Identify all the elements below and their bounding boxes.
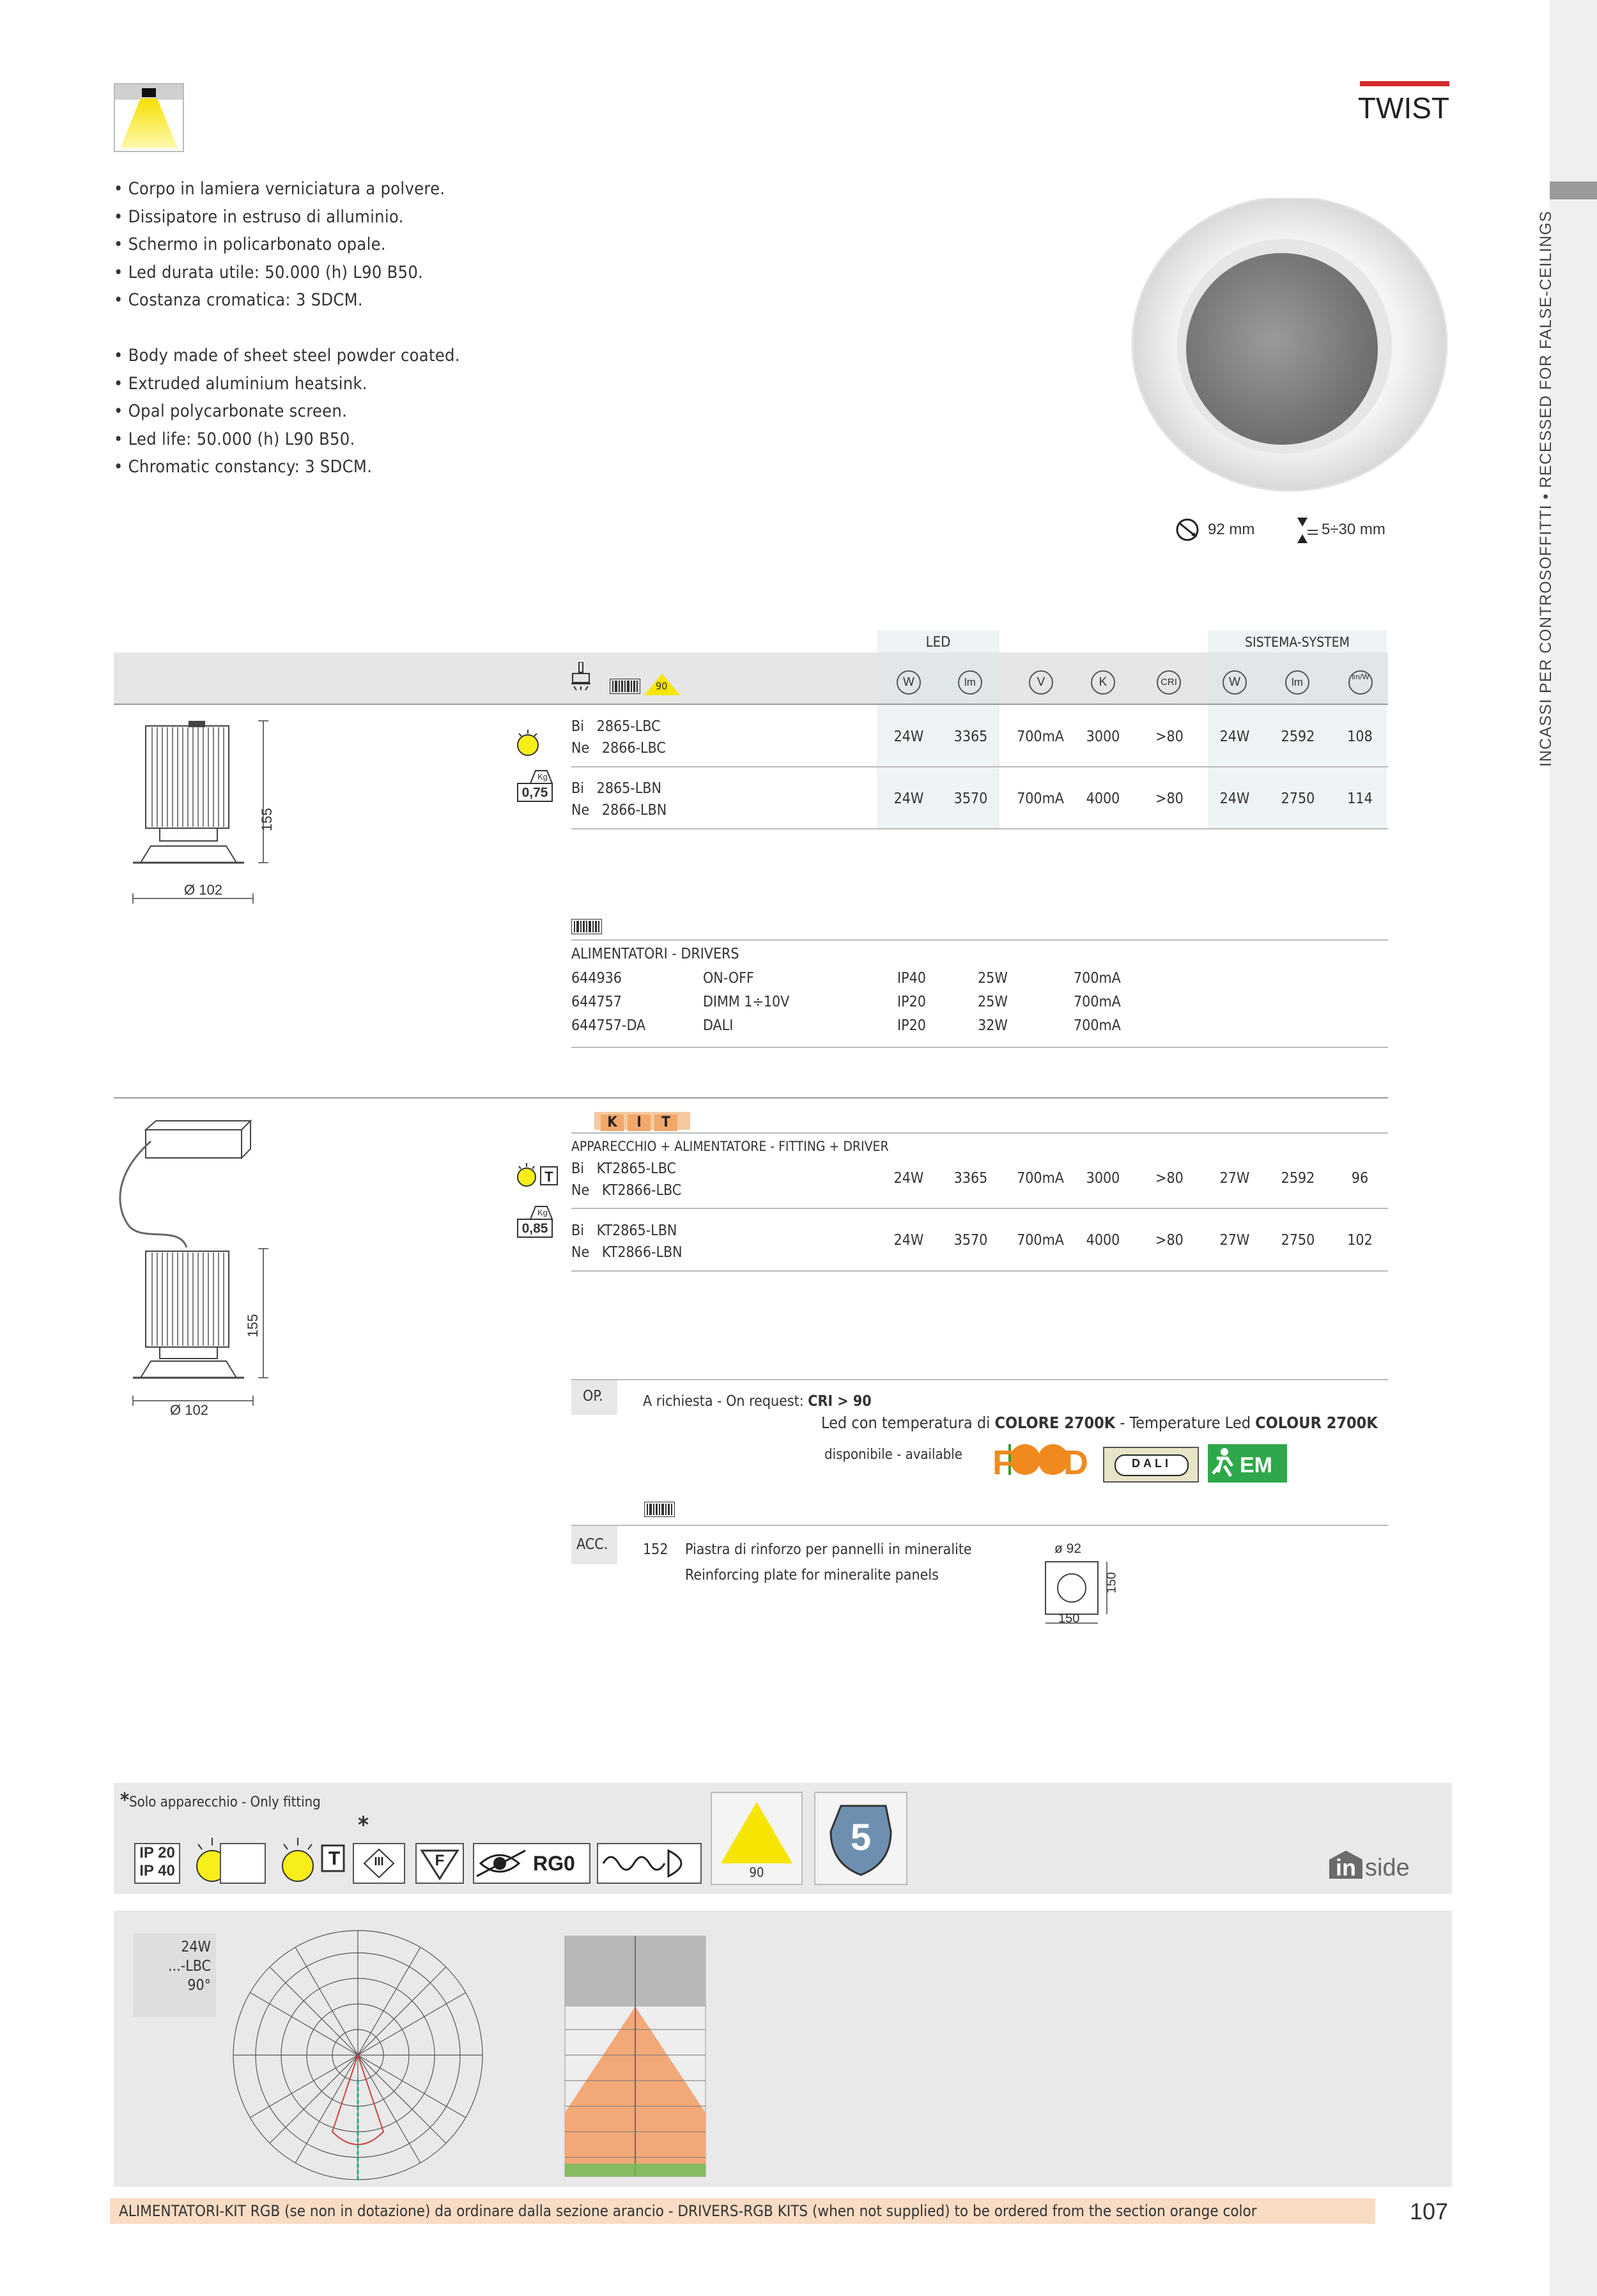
product-value-cell: 24W	[1219, 728, 1250, 745]
ip-rating: IP 40	[139, 1862, 175, 1879]
beam-90-box	[711, 1792, 803, 1885]
plate-height: 150	[1104, 1572, 1119, 1594]
driver-cell: IP20	[897, 994, 926, 1010]
kit-value-cell: 700mA	[1017, 1232, 1064, 1249]
led-group-header: LED	[925, 635, 951, 651]
drivers-title: ALIMENTATORI - DRIVERS	[571, 946, 739, 962]
footer-note: ALIMENTATORI-KIT RGB (se non in dotazione) da ordinare dalla sezione arancio - DRIVERS-RGB KITS (when not supplied) to be ordered from the section orange color	[119, 2202, 1257, 2220]
class3-box	[353, 1843, 405, 1884]
table-rule	[114, 704, 1388, 705]
code-white: Bi KT2865-LBC	[571, 1160, 676, 1177]
kit-codes-row-2	[571, 1220, 683, 1263]
page-number: 107	[1410, 2198, 1449, 2224]
flicker-free-box	[597, 1843, 702, 1884]
options-cri-value: CRI > 90	[808, 1393, 872, 1410]
kit-value-cell: >80	[1155, 1232, 1184, 1249]
rg0-text: RG0	[533, 1852, 575, 1875]
features-english	[114, 342, 689, 481]
feature-item: • Led life: 50.000 (h) L90 B50.	[114, 429, 355, 449]
features-italian	[114, 175, 689, 314]
inside-logo-text: side	[1365, 1854, 1410, 1881]
feature-item: • Corpo in lamiera verniciatura a polvere.	[114, 179, 445, 199]
kit-value-cell: 700mA	[1017, 1170, 1064, 1187]
code-black: Ne 2866-LBC	[571, 740, 666, 757]
feature-item: • Extruded aluminium heatsink.	[114, 373, 367, 394]
kit-drawing	[115, 1116, 281, 1412]
product-table-header	[114, 652, 1388, 704]
polar-diagram	[224, 1921, 518, 2185]
code-black: Ne 2866-LBN	[571, 802, 667, 819]
system-lumen-icon: lm	[1285, 670, 1309, 695]
ceiling-thickness: 5÷30 mm	[1322, 521, 1385, 538]
product-value-cell: 108	[1347, 728, 1373, 745]
opal-bulb-icon	[515, 728, 541, 760]
cri-icon: CRI	[1157, 670, 1181, 695]
food-logo	[987, 1439, 1093, 1480]
kit-value-cell: 24W	[893, 1170, 924, 1187]
acc-desc-it: Piastra di rinforzo per pannelli in mineralite	[685, 1541, 972, 1558]
options-colour	[821, 1414, 1378, 1432]
driver-cell: 700mA	[1074, 970, 1121, 987]
code-white: Bi 2865-LBC	[571, 718, 661, 735]
illuminance-cone-diagram	[518, 1921, 760, 2185]
table-rule	[571, 1047, 1388, 1048]
driver-cell: 32W	[978, 1017, 1008, 1034]
kit-letter: I	[628, 1114, 651, 1131]
driver-cell: 700mA	[1074, 994, 1121, 1010]
options-label: OP.	[583, 1388, 603, 1405]
table-rule	[571, 828, 1388, 829]
side-tab	[1550, 181, 1597, 199]
section-divider	[114, 1097, 1388, 1098]
lamp-mount-icon	[570, 662, 592, 694]
product-codes-row-1	[571, 716, 666, 759]
product-value-cell: 3000	[1086, 728, 1120, 745]
ip-rating-box	[134, 1843, 180, 1884]
kit-height: 155	[245, 1314, 261, 1337]
product-value-cell: 700mA	[1017, 728, 1064, 745]
driver-cell: 25W	[978, 994, 1008, 1010]
driver-cell: 644936	[571, 970, 622, 987]
rg0-box	[473, 1843, 590, 1884]
kit-weight-badge	[516, 1205, 553, 1240]
options-colour-en-value: COLOUR 2700K	[1255, 1414, 1378, 1432]
code-black: Ne KT2866-LBN	[571, 1244, 683, 1261]
plate-h-dim	[1099, 1573, 1125, 1592]
product-value-cell: 3570	[953, 790, 988, 807]
product-value-cell: 700mA	[1017, 790, 1064, 807]
svg-text:T: T	[544, 1169, 553, 1185]
inside-logo-mark: in	[1336, 1854, 1356, 1881]
table-rule	[571, 1132, 1388, 1134]
options-colour-it-value: COLORE 2700K	[994, 1414, 1116, 1432]
kit-value-cell: 24W	[893, 1232, 924, 1249]
power-icon: W	[897, 670, 921, 695]
photometry-label-box	[133, 1934, 216, 2017]
product-value-cell: 114	[1347, 790, 1373, 807]
photometry-angle: 90°	[187, 1977, 211, 1994]
dali-logo-text: DALI	[1132, 1457, 1171, 1470]
drivers-barcode-icon	[571, 919, 602, 937]
efficacy-icon: lm/W	[1348, 670, 1373, 695]
code-white: Bi 2865-LBN	[571, 780, 661, 797]
hole-size: 92 mm	[1208, 521, 1255, 538]
product-name: TWIST	[1357, 91, 1449, 125]
product-value-cell: 24W	[893, 790, 924, 807]
weight-badge	[516, 769, 553, 804]
system-group-header: SISTEMA-SYSTEM	[1245, 635, 1350, 650]
kit-value-cell: 102	[1347, 1232, 1373, 1249]
driver-cell: 700mA	[1074, 1017, 1121, 1034]
kit-value-cell: >80	[1155, 1170, 1184, 1187]
kit-diameter: Ø 102	[170, 1402, 208, 1418]
driver-cell: 25W	[978, 970, 1008, 987]
voltage-icon: V	[1029, 670, 1053, 695]
downlight-beam-icon	[114, 83, 184, 152]
options-cri-text: A richiesta - On request:	[643, 1393, 808, 1410]
driver-cell: DALI	[703, 1017, 734, 1034]
product-codes-row-2	[571, 778, 667, 821]
product-value-cell: 3365	[953, 728, 988, 745]
kit-letter: T	[654, 1114, 677, 1131]
feature-item: • Schermo in policarbonato opale.	[114, 235, 386, 254]
driver-cell: IP40	[897, 970, 926, 987]
product-value-cell: 24W	[893, 728, 924, 745]
kit-value-cell: 2750	[1281, 1232, 1315, 1249]
kit-value-cell: 4000	[1086, 1232, 1120, 1249]
table-rule	[571, 766, 1388, 767]
feature-item: • Dissipatore in estruso di alluminio.	[114, 206, 404, 227]
acc-desc-en: Reinforcing plate for mineralite panels	[685, 1567, 939, 1583]
fitting-height: 155	[259, 808, 275, 831]
kit-title: APPARECCHIO + ALIMENTATORE - FITTING + DRIVER	[571, 1139, 889, 1154]
kg-label: Kg	[537, 1208, 548, 1217]
product-value-cell: 24W	[1219, 790, 1250, 807]
f-mark-text: F	[435, 1852, 445, 1869]
f-mark-box	[415, 1843, 464, 1884]
asterisk-mark: *	[120, 1789, 130, 1812]
driver-cell: IP20	[897, 1017, 926, 1034]
table-rule	[571, 1208, 1388, 1209]
emergency-logo-text: EM	[1240, 1453, 1272, 1477]
class3-asterisk: *	[358, 1812, 369, 1838]
kit-bulb-icon	[515, 1162, 560, 1191]
table-rule	[571, 1379, 1388, 1380]
code-white: Bi KT2865-LBN	[571, 1222, 677, 1239]
food-logo-text: FOOD	[992, 1444, 1087, 1482]
product-value-cell: 2592	[1281, 728, 1315, 745]
only-fitting-note	[120, 1789, 321, 1812]
brand-accent-bar	[1360, 81, 1449, 86]
driver-cell: ON-OFF	[703, 970, 754, 987]
product-value-cell: >80	[1155, 790, 1184, 807]
acc-code: 152	[643, 1541, 668, 1558]
kit-letter: K	[601, 1114, 624, 1131]
table-rule	[571, 1270, 1388, 1272]
kit-value-cell: 3365	[953, 1170, 988, 1187]
system-power-icon: W	[1223, 670, 1247, 695]
weight-value: 0,75	[521, 785, 548, 800]
product-value-cell: 4000	[1086, 790, 1120, 807]
side-band	[1550, 0, 1597, 2296]
beam-angle-value: 90	[656, 680, 668, 692]
product-value-cell: 2750	[1281, 790, 1315, 807]
feature-item: • Costanza cromatica: 3 SDCM.	[114, 290, 363, 310]
photometry-power: 24W	[181, 1939, 211, 1955]
driver-cell: 644757-DA	[571, 1017, 646, 1034]
warranty-years: 5	[850, 1817, 872, 1858]
photometry-code: ...-LBC	[168, 1958, 211, 1975]
options-colour-en: - Temperature Led	[1115, 1414, 1256, 1432]
ip-symbol-box	[220, 1843, 266, 1884]
hole-size-icon	[1175, 518, 1203, 544]
fitting-height-dim	[254, 810, 280, 829]
side-category-text: INCASSI PER CONTROSOFFITTI • RECESSED FOR FALSE-CEILINGS	[1537, 210, 1555, 767]
options-cri	[643, 1393, 872, 1410]
plate-hole: ø 92	[1054, 1541, 1082, 1556]
table-rule	[571, 939, 1388, 941]
kit-value-cell: 3570	[953, 1232, 988, 1249]
dali-logo	[1103, 1447, 1199, 1483]
kit-weight-value: 0,85	[521, 1221, 548, 1236]
class3-mark-text: III	[374, 1855, 384, 1868]
acc-barcode-icon	[644, 1502, 675, 1520]
kit-height-dim	[240, 1316, 266, 1336]
ip-rating: IP 20	[139, 1844, 175, 1861]
emergency-logo	[1208, 1444, 1287, 1483]
table-rule	[571, 1525, 1388, 1526]
product-photo	[1125, 198, 1457, 498]
beam-90-value: 90	[749, 1865, 764, 1880]
plate-width: 150	[1058, 1612, 1080, 1626]
fitting-diameter: Ø 102	[184, 882, 222, 898]
code-black: Ne KT2866-LBC	[571, 1182, 682, 1199]
driver-cell: 644757	[571, 994, 622, 1010]
warranty-box	[814, 1792, 907, 1885]
options-colour-it: Led con temperatura di	[821, 1414, 995, 1432]
only-fitting-text: Solo apparecchio - Only fitting	[129, 1794, 321, 1810]
kit-value-cell: 96	[1351, 1170, 1369, 1187]
feature-item: • Body made of sheet steel powder coated.	[114, 346, 460, 366]
feature-item: • Led durata utile: 50.000 (h) L90 B50.	[114, 262, 424, 282]
product-value-cell: >80	[1155, 728, 1184, 745]
feature-item: • Chromatic constancy: 3 SDCM.	[114, 457, 373, 477]
barcode-icon	[610, 679, 640, 697]
kg-label: Kg	[537, 772, 548, 782]
lumen-icon: lm	[958, 670, 982, 695]
acc-label: ACC.	[576, 1536, 608, 1553]
kit-value-cell: 3000	[1086, 1170, 1120, 1187]
feature-item: • Opal polycarbonate screen.	[114, 401, 348, 421]
options-available: disponibile - available	[824, 1447, 962, 1463]
driver-cell: DIMM 1÷10V	[703, 994, 790, 1010]
ceiling-thickness-icon	[1293, 516, 1319, 547]
kit-value-cell: 27W	[1219, 1232, 1250, 1249]
kit-value-cell: 2592	[1281, 1170, 1315, 1187]
kit-codes-row-1	[571, 1158, 681, 1201]
kelvin-icon: K	[1091, 670, 1115, 695]
kit-value-cell: 27W	[1219, 1170, 1250, 1187]
inside-logo	[1327, 1848, 1429, 1880]
temp-mark-text: T	[328, 1848, 341, 1869]
